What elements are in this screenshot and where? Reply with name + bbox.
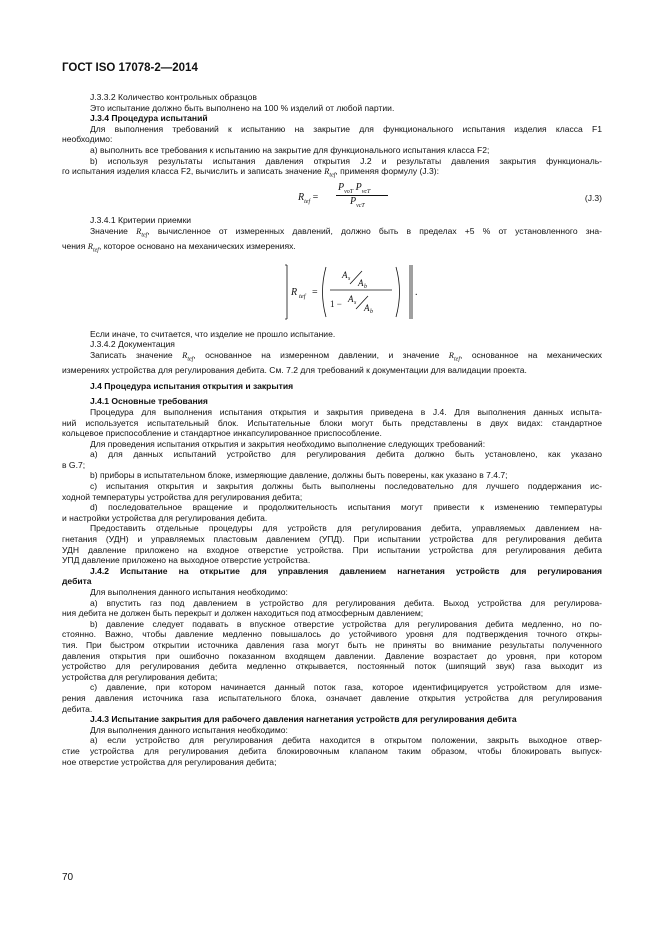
text-line: тия. При быстром открытии источника давления газа могут быть не приняты во внимание результаты полученного — [62, 639, 602, 650]
text-line: J.4.2 Испытание на открытие для управления давлением нагнетания устройств для регулирования — [90, 565, 602, 576]
formula-j3-number: (J.3) — [584, 193, 602, 204]
text-line: J.3.4.2 Документация — [90, 339, 175, 350]
text-line: дебита — [62, 576, 92, 587]
text-line: Для проведения испытания открытия и закрытия необходимо выполнение следующих требований: — [90, 438, 486, 449]
svg-text:b: b — [370, 308, 373, 315]
text-line: а) выполнить все требования к испытанию на закрытие для функционального испытания класса F2; — [90, 144, 490, 155]
text-line: УПД давление приложено на выходное отверстие устройства. — [62, 555, 311, 566]
text-line: а) для данных испытаний устройство для регулирования дебита должно быть установлено, как указано — [90, 449, 602, 460]
text-line: УДН давление приложено на входное отверстие устройства. При испытании устройства для регулирования дебита — [62, 544, 602, 555]
text-line: b) давление следует подавать в впускное отверстие устройства для регулирования дебита медленно, но по- — [90, 618, 602, 629]
text-line: давления открытия при ошибочно показанном входящем давлении. Давление возрастает до уровня, при котором — [62, 650, 602, 661]
section-j3341 — [62, 215, 602, 256]
text-line: устройства для регулирования дебита; — [62, 671, 218, 682]
text-line: J.3.4 Процедура испытаний — [90, 113, 208, 124]
text-line: ния дебита не должен быть перекрыт и должен находиться под атмосферным давлением; — [62, 608, 424, 619]
text-line: необходимо: — [62, 134, 113, 145]
text-line: d) последовательное вращение и продолжительность испытания могут привести к изменению температуры — [90, 502, 602, 513]
svg-text:1 −: 1 − — [330, 298, 342, 309]
text-line: стие устройства для регулирования дебита блокировочным клапаном таким образом, чтобы блокировать выпуск- — [62, 745, 602, 756]
text-line: гнетания (УДН) и управляемых пластовым давлением (УПД). При испытании устройства для регулирования дебита — [62, 534, 602, 545]
text-line: в G.7; — [62, 459, 86, 470]
svg-text:b: b — [364, 283, 367, 290]
text-line: Это испытание должно быть выполнено на 100 % изделий от любой партии. — [90, 102, 395, 113]
text-line: Для выполнения требований к испытанию на закрытие для функционального испытания изделия класса F1 — [90, 123, 602, 134]
text-line: с) давление, при котором начинается данный поток газа, которое идентифицируется устройством для изме- — [90, 682, 602, 693]
text-line: J.4.1 Основные требования — [90, 396, 208, 407]
svg-text:R: R — [291, 286, 298, 298]
formula-acceptance — [62, 261, 602, 323]
text-line: го испытания изделия класса F2, вычислить и записать значение $R_{tef}$, применяя формулу (J.3): — [62, 166, 439, 179]
text-line: устройство для регулирования дебита медленно открывается, постоянный поток (шипящий звук) газа выходит из — [62, 661, 602, 672]
text-line: а) если устройство для регулирования дебита находится в открытом положении, закрыть выходное отвер- — [90, 735, 602, 746]
text-line: Записать значение $R_{tef}$, основанное на измеренном давлении, и значение $R_{tef}$, основанное на механических — [90, 349, 602, 363]
page-number: 70 — [62, 872, 74, 883]
text-line: Предоставить отдельные процедуры для устройств для регулирования дебита, управляемых давлением на- — [90, 523, 602, 534]
text-line: дебита. — [62, 703, 93, 714]
text-line: ний используется испытательный блок. Испытательные блоки могут быть представлены в двух видах: стандартное — [62, 417, 602, 428]
text-line: Для выполнения данного испытания необходимо: — [90, 724, 288, 735]
text-line: ходной температуры устройства для регулирования дебита; — [62, 491, 303, 502]
svg-text:.: . — [415, 286, 418, 298]
document-header: ГОСТ ISO 17078-2—2014 — [62, 62, 198, 74]
text-line: b) приборы в испытательном блоке, измеряющие давление, должны быть поверены, как указано в 7.4.7; — [90, 470, 508, 481]
svg-text:=: = — [312, 286, 318, 298]
text-line: чения $R_{tef}$, которое основано на механических измерениях. — [62, 241, 296, 255]
text-line: измерениях устройства для регулирования дебита. См. 7.2 для требований к документации для валидации проекта. — [62, 365, 527, 376]
text-line: J.3.3.2 Количество контрольных образцов — [90, 92, 257, 102]
svg-text:A: A — [348, 293, 354, 304]
text-line: b) используя результаты испытания давления открытия J.2 и результаты давления закрытия функциональ- — [90, 155, 602, 166]
text-line: Значение $R_{tef}$, вычисленное от измеренных давлений, должно быть в пределах +5 % от установленного зна- — [90, 226, 602, 239]
section-j334 — [62, 92, 602, 181]
svg-text:A: A — [364, 302, 370, 313]
text-line: Процедура для выполнения испытания открытия и закрытия приведена в J.4. Для выполнения данных испыта- — [90, 406, 602, 417]
text-line: Если иначе, то считается, что изделие не прошло испытание. — [90, 328, 336, 339]
text-line: рения давления источника газа испытательного блока, означает давление открытия устройства для регулирования — [62, 692, 602, 703]
text-line: кольцевое приспособление и стандартное инкапсулированное приспособление. — [62, 428, 382, 439]
text-line: и настройки устройства для регулирования дебита. — [62, 512, 268, 523]
text-line: ное отверстие устройства для регулирования дебита; — [62, 756, 277, 767]
svg-text:s: s — [354, 299, 357, 306]
section-j4 — [62, 329, 602, 767]
text-line: J.4.3 Испытание закрытия для рабочего давления нагнетания устройств для регулирования дебита — [90, 714, 517, 725]
text-line: с) испытания открытия и закрытия должны быть выполнены последовательно для лучшего поддержания ис- — [90, 481, 602, 492]
text-line: J.4 Процедура испытания открытия и закрытия — [90, 380, 294, 391]
text-line: J.3.4.1 Критерии приемки — [90, 215, 192, 226]
svg-text:A: A — [358, 277, 364, 288]
document-body — [62, 92, 602, 767]
formula-j3: $R_{tef}$ = $P_{voT}$ $P_{vcT}$ $P_{vcT}$ (J.3) — [298, 182, 602, 210]
svg-text:tef: tef — [299, 292, 306, 300]
text-line: а) впустить газ под давлением в устройство для регулирования дебита. Выход устройства для регулирова- — [90, 597, 602, 608]
text-line: стоянно. Важно, чтобы давление медленно повышалось до устойчивого уровня для подтверждения точного откры- — [62, 629, 602, 640]
formula-acceptance-graphic — [284, 261, 454, 323]
svg-text:s: s — [348, 275, 351, 282]
text-line: Для выполнения данного испытания необходимо: — [90, 587, 288, 597]
svg-text:A: A — [342, 269, 348, 280]
